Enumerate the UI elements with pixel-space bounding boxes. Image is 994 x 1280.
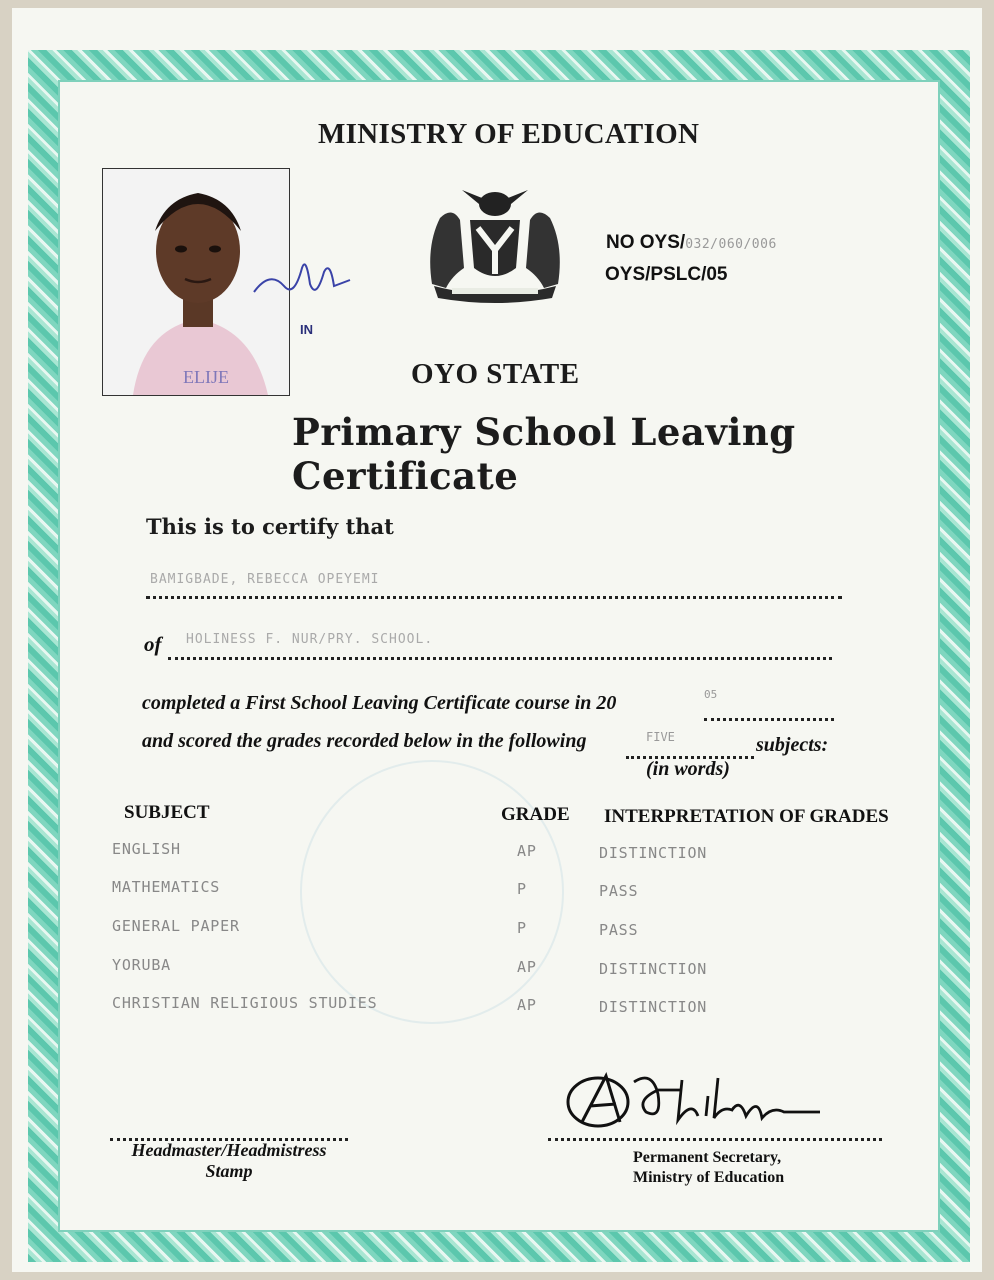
headmaster-title: Headmaster/Headmistress (131, 1140, 327, 1160)
header-interpretation: INTERPRETATION OF GRADES (604, 806, 889, 827)
row-interpretation: DISTINCTION (599, 844, 708, 862)
certificate-code: OYS/PSLC/05 (605, 264, 728, 285)
row-subject: GENERAL PAPER (112, 917, 240, 935)
perm-sec-signature-line (548, 1134, 882, 1141)
course-text: completed a First School Leaving Certificate course in 20 (142, 692, 617, 714)
reference-number (606, 232, 777, 254)
photo-signature (250, 250, 360, 310)
row-grade: AP (517, 996, 537, 1014)
school-name: HOLINESS F. NUR/PRY. SCHOOL. (186, 632, 434, 647)
perm-sec-title: Permanent Secretary, (633, 1149, 782, 1166)
subjects-word: subjects: (756, 734, 829, 756)
row-subject: CHRISTIAN RELIGIOUS STUDIES (112, 994, 378, 1012)
ministry-heading: MINISTRY OF EDUCATION (318, 118, 700, 150)
svg-text:ELIJE: ELIJE (183, 367, 229, 387)
student-name: BAMIGBADE, REBECCA OPEYEMI (150, 572, 380, 587)
header-subject: SUBJECT (124, 802, 210, 823)
headmaster-label (124, 1140, 334, 1182)
row-grade: AP (517, 958, 537, 976)
stamp-text: IN (300, 322, 313, 337)
in-words-label: (in words) (646, 758, 730, 780)
reference-value: 032/060/006 (685, 237, 777, 252)
row-grade: P (517, 919, 527, 937)
coat-of-arms-icon (412, 176, 578, 306)
row-grade: AP (517, 842, 537, 860)
row-subject: YORUBA (112, 956, 171, 974)
row-interpretation: DISTINCTION (599, 998, 708, 1016)
row-interpretation: DISTINCTION (599, 960, 708, 978)
state-heading: OYO STATE (411, 358, 580, 390)
year-value: 05 (704, 688, 718, 701)
scored-text: and scored the grades recorded below in the following (142, 730, 587, 752)
certificate-title: Primary School Leaving Certificate (292, 410, 796, 498)
of-label: of (144, 632, 162, 656)
perm-sec-label (633, 1148, 784, 1188)
header-grade: GRADE (501, 804, 570, 825)
stamp-title: Stamp (205, 1161, 253, 1181)
reference-label: NO OYS/ (606, 232, 686, 253)
row-interpretation: PASS (599, 921, 639, 939)
row-subject: MATHEMATICS (112, 878, 221, 896)
subject-count: FIVE (646, 730, 675, 744)
ministry-title: Ministry of Education (633, 1169, 785, 1186)
certify-text: This is to certify that (146, 514, 394, 539)
row-grade: P (517, 880, 527, 898)
permanent-secretary-signature (562, 1060, 832, 1140)
row-subject: ENGLISH (112, 840, 181, 858)
year-dotted-line (704, 698, 834, 721)
row-interpretation: PASS (599, 882, 639, 900)
